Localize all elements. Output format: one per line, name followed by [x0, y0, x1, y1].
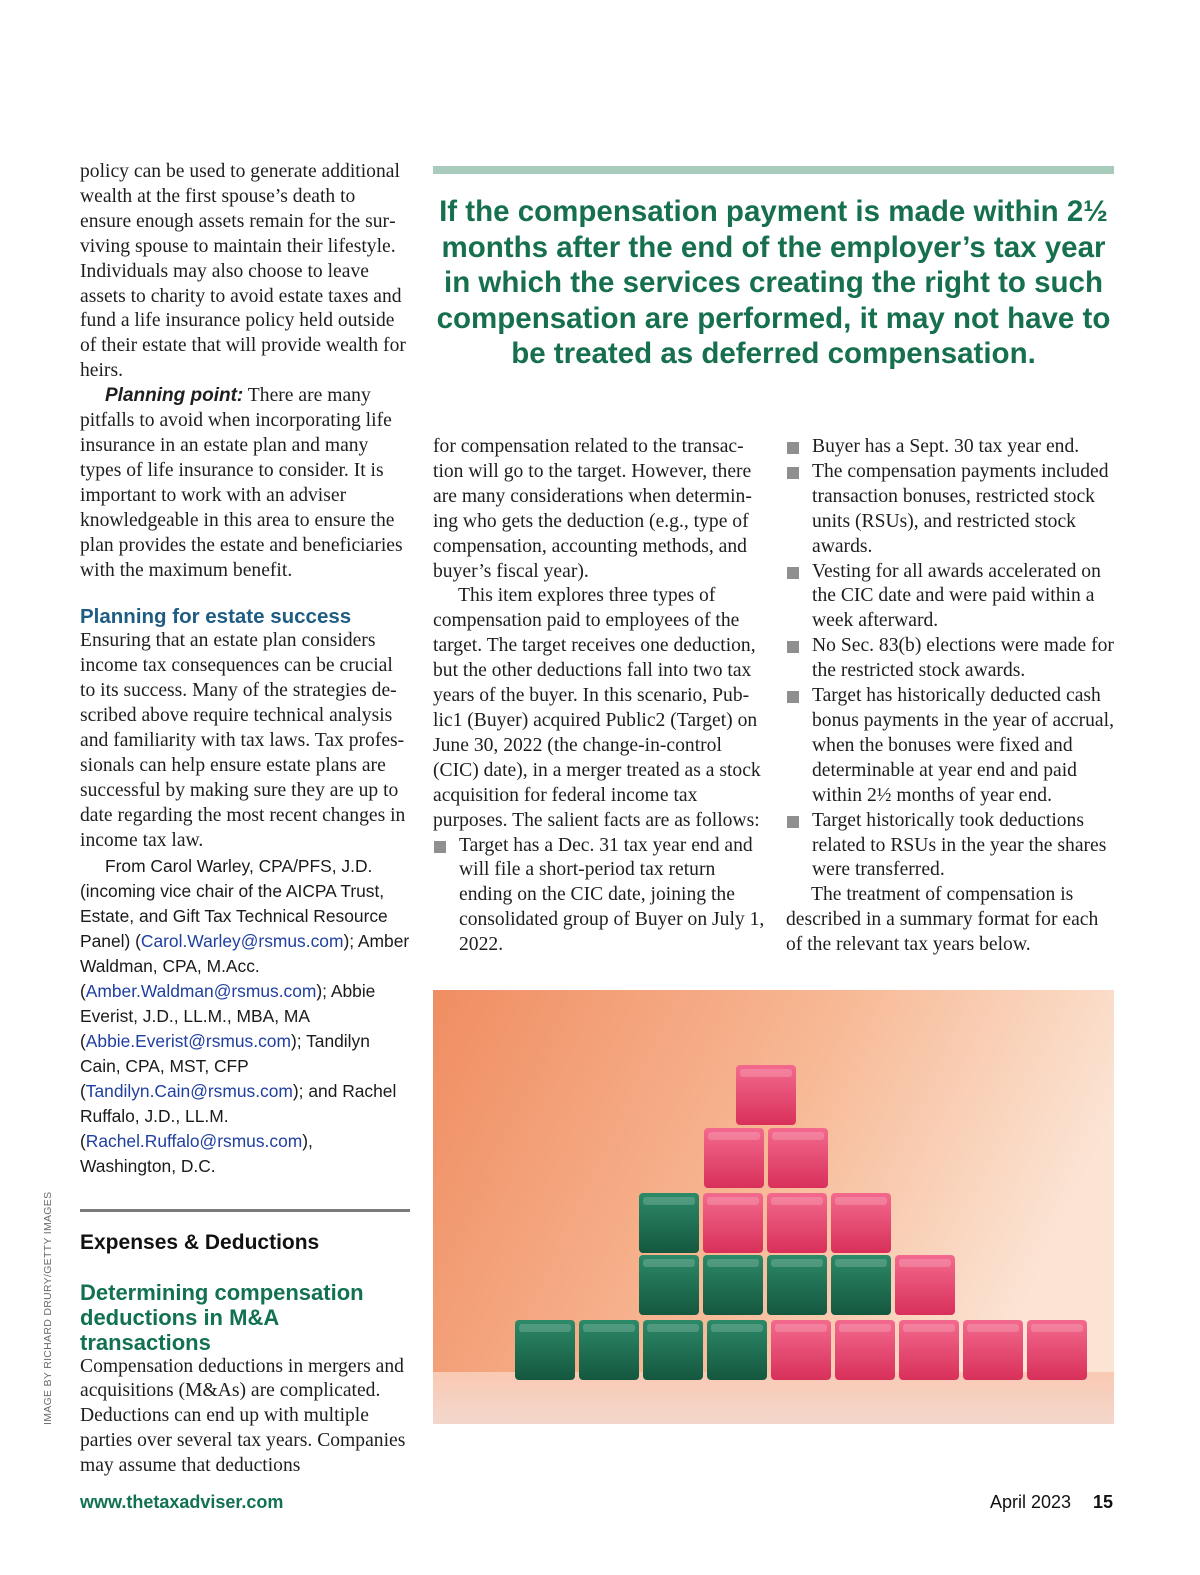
bullet-square-icon	[787, 442, 799, 454]
section-heading: Planning for estate success	[80, 605, 352, 629]
block-highlight	[835, 1259, 887, 1267]
bullet-square-icon	[787, 691, 799, 703]
body-paragraph	[80, 384, 410, 583]
block-highlight	[1031, 1324, 1083, 1332]
block-highlight	[707, 1259, 759, 1267]
list-item-text: The compensation payments included transaction bonuses, restricted stock units (RSUs), and restricted stock awards.	[812, 460, 1109, 557]
planning-point-text: There are many pitfalls to avoid when incorporating life insurance in an estate plan and many types of life insurance to consider. It is important to work with an adviser knowledgeable in this area to ensure the plan provides the estate and beneficiaries with the maximum benefit.	[80, 385, 403, 581]
article-title: Determining compensation deductions in M&A transactions	[80, 1279, 364, 1355]
email-link[interactable]: Amber.Waldman@rsmus.com	[85, 980, 317, 1001]
body-paragraph: This item explores three types of compensation paid to employees of the target. The target receives one deduction, but the other deductions fall into two tax years of the buyer. In this scenario, Public1 (Buyer) acquired Public2 (Target) on June 30, 2022 (the change-in-control (CIC) date), in a merger treated as a stock acquisition for federal income tax purposes. The salient facts are as follows:	[433, 585, 761, 831]
list-item-text: Buyer has a Sept. 30 tax year end.	[812, 436, 1080, 457]
email-link[interactable]: Abbie.Everist@rsmus.com	[85, 1030, 291, 1051]
section-divider	[80, 1209, 410, 1212]
author-attribution	[80, 854, 410, 1179]
list-item-text: Vesting for all awards accelerated on the CIC date and were paid within a week afterward.	[812, 560, 1101, 632]
block-highlight	[903, 1324, 955, 1332]
bullet-square-icon	[787, 567, 799, 579]
block-highlight	[707, 1197, 759, 1205]
pullquote: If the compensation payment is made within 2½ months after the end of the employer’s tax year in which the services creating the right to such compensation are performed, it may not have to be treated as deferred compensation.	[436, 195, 1111, 370]
pullquote-rule	[433, 166, 1114, 174]
block-highlight	[708, 1132, 760, 1140]
bullet-square-icon	[787, 467, 799, 479]
attribution-text: ); Abbie Everist, J.D., LL.M., MBA, MA (	[80, 980, 376, 1051]
page-number: 15	[1093, 1492, 1114, 1512]
email-link[interactable]: Tandilyn.Cain@rsmus.com	[85, 1080, 293, 1101]
list-item	[786, 435, 1118, 460]
attribution-text: From Carol Warley, CPA/PFS, J.D. (incoming vice chair of the AICPA Trust, Estate, and Gift Tax Technical Resource Panel) (	[80, 855, 388, 951]
attribution-text: ); Amber Waldman, CPA, M.Acc. (	[80, 930, 410, 1001]
block-highlight	[899, 1259, 951, 1267]
column-left	[80, 160, 410, 1479]
body-paragraph: The treatment of compensation is described in a summary format for each of the relevant tax years below.	[786, 884, 1099, 956]
block-highlight	[835, 1197, 887, 1205]
email-link[interactable]: Rachel.Ruffalo@rsmus.com	[85, 1130, 303, 1151]
list-item	[786, 684, 1118, 809]
bullet-square-icon	[787, 641, 799, 653]
list-item-text: Target historically took deductions related to RSUs in the year the shares were transferred.	[812, 809, 1107, 881]
attribution-text: ), Washington, D.C.	[80, 1130, 313, 1176]
list-item	[786, 809, 1118, 884]
column-middle	[433, 435, 765, 958]
block-highlight	[775, 1324, 827, 1332]
list-item	[786, 634, 1118, 684]
bullet-square-icon	[434, 841, 446, 853]
body-paragraph: for compensation related to the transaction will go to the target. However, there are many considerations when determining who gets the deduction (e.g., type of compensation, accounting methods, and buyer’s fiscal year).	[433, 436, 752, 582]
list-item-text: No Sec. 83(b) elections were made for the restricted stock awards.	[812, 635, 1114, 682]
bullet-square-icon	[787, 816, 799, 828]
block-highlight	[839, 1324, 891, 1332]
planning-point-label: Planning point:	[105, 385, 244, 407]
list-item-text: Target has historically deducted cash bonus payments in the year of accrual, when the bonuses were fixed and determinable at year end and paid within 2½ months of year end.	[812, 685, 1114, 806]
block-highlight	[771, 1197, 823, 1205]
body-paragraph: policy can be used to generate additional wealth at the first spouse’s death to ensure enough assets remain for the surviving spouse to maintain their lifestyle. Individuals may also choose to leave assets to charity to avoid estate taxes and fund a life insurance policy held outside of their estate that will provide wealth for heirs.	[80, 161, 406, 382]
block-highlight	[583, 1324, 635, 1332]
column-right	[786, 435, 1118, 958]
email-link[interactable]: Carol.Warley@rsmus.com	[140, 930, 344, 951]
list-item	[786, 460, 1118, 560]
attribution-text: ); Tandilyn Cain, CPA, MST, CFP (	[80, 1030, 370, 1101]
list-item	[786, 560, 1118, 635]
body-paragraph: Ensuring that an estate plan considers income tax consequences can be crucial to its success. Many of the strategies described above require technical analysis and familiarity with tax laws. Tax professionals can help ensure estate plans are successful by making sure they are up to date regarding the most recent changes in income tax law.	[80, 630, 406, 851]
block-highlight	[711, 1324, 763, 1332]
department-heading: Expenses & Deductions	[80, 1230, 320, 1254]
block-highlight	[643, 1259, 695, 1267]
block-highlight	[771, 1259, 823, 1267]
list-item-text: Target has a Dec. 31 tax year end and will file a short-period tax return ending on the CIC date, joining the consolidated group of Buyer on July 1, 2022.	[459, 834, 765, 956]
facts-list	[433, 834, 765, 959]
block-highlight	[519, 1324, 571, 1332]
facts-list-continued	[786, 435, 1118, 883]
block-highlight	[647, 1324, 699, 1332]
block-highlight	[967, 1324, 1019, 1332]
photo-credit: IMAGE BY RICHARD DRURY/GETTY IMAGES	[42, 1191, 54, 1425]
block-highlight	[772, 1132, 824, 1140]
site-url[interactable]: www.thetaxadviser.com	[80, 1492, 284, 1512]
stacked-blocks-photo	[433, 990, 1114, 1424]
block-highlight	[740, 1069, 792, 1077]
attribution-text: ); and Rachel Ruffalo, J.D., LL.M. (	[80, 1080, 397, 1151]
list-item	[433, 834, 765, 959]
body-paragraph: Compensation deductions in mergers and acquisitions (M&As) are complicated. Deductions can end up with multiple parties over several tax years. Companies may assume that deductions	[80, 1355, 406, 1477]
issue-date: April 2023	[990, 1492, 1072, 1512]
block-highlight	[643, 1197, 695, 1205]
